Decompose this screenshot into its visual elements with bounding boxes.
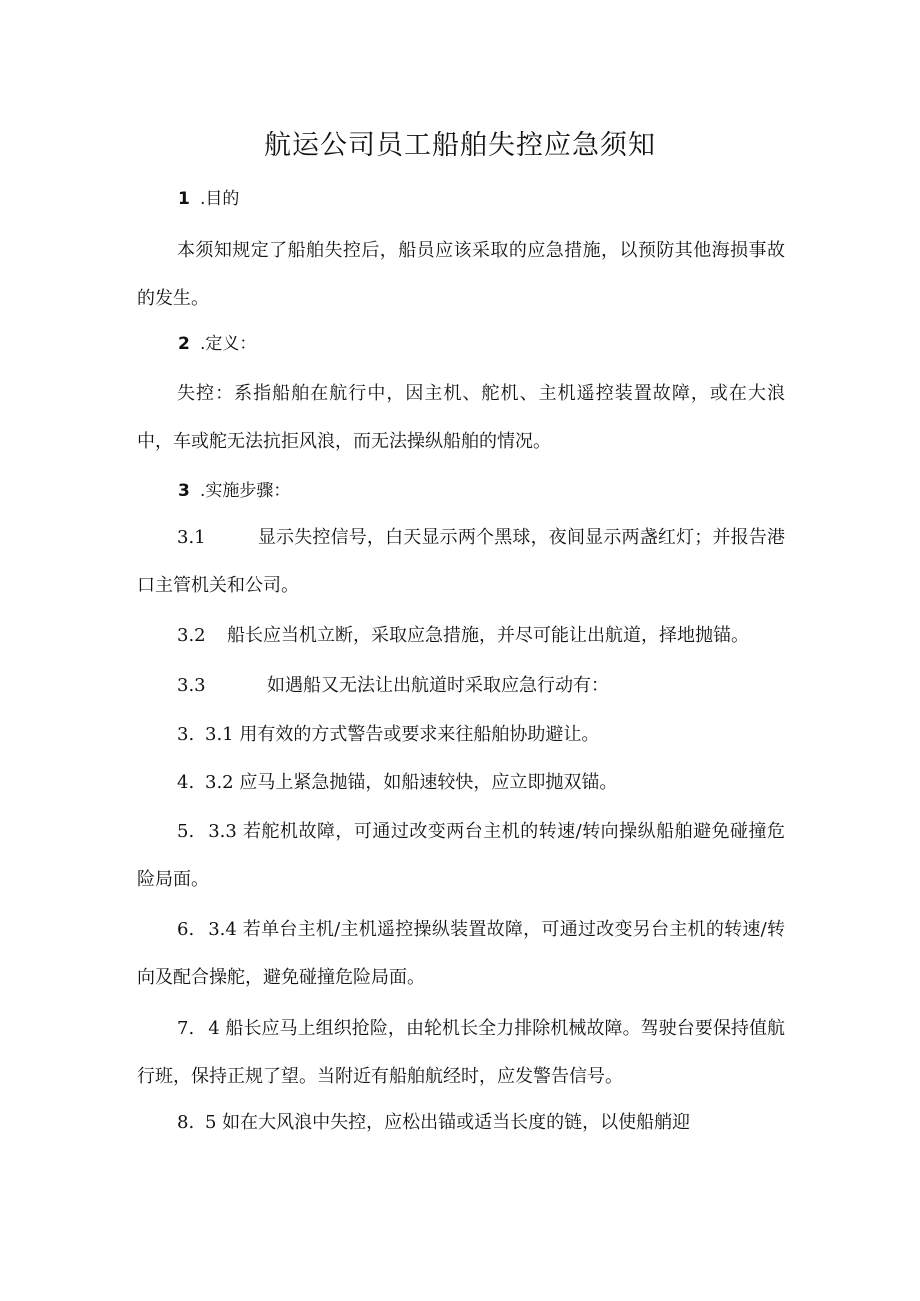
step-text: 如遇船又无法让出航道时采取应急行动有： <box>267 675 609 696</box>
step-item-5 <box>137 808 785 904</box>
section-number: 2 <box>178 334 190 354</box>
section-heading-3 <box>178 479 290 503</box>
step-text: 3.2 应马上紧急抛锚，如船速较快，应立即抛双锚。 <box>205 772 618 793</box>
step-3-1 <box>137 514 785 610</box>
section-body-1: 本须知规定了船舶失控后，船员应该采取的应急措施，以预防其他海损事故的发生。 <box>137 240 785 309</box>
step-text: 4 船长应马上组织抢险，由轮机长全力排除机械故障。驾驶台要保持值航行班，保持正规了望。当附近有船舶航经时，应发警告信号。 <box>137 1018 785 1087</box>
section-heading-text: .实施步骤： <box>200 481 291 501</box>
step-item-6 <box>137 906 785 1002</box>
step-number: 3.1 <box>177 527 206 548</box>
step-number: 6. <box>177 919 195 940</box>
step-number: 7. <box>177 1018 195 1039</box>
step-number: 5. <box>177 821 195 842</box>
step-item-7 <box>137 1005 785 1101</box>
step-item-3 <box>177 722 785 748</box>
section-heading-1 <box>178 187 239 211</box>
step-item-8 <box>177 1110 785 1136</box>
step-number: 3.2 <box>177 625 206 646</box>
step-text: 显示失控信号，白天显示两个黑球，夜间显示两盏红灯；并报告港口主管机关和公司。 <box>137 527 785 596</box>
step-text: 3.4 若单台主机/主机遥控操纵装置故障，可通过改变另台主机的转速/转向及配合操舵，避免碰撞危险局面。 <box>137 919 785 988</box>
section-number: 1 <box>178 189 190 209</box>
step-3-2 <box>177 623 785 649</box>
step-number: 8. <box>177 1112 195 1133</box>
step-text: 3.1 用有效的方式警告或要求来往船舶协助避让。 <box>205 724 600 745</box>
document-title: 航运公司员工船舶失控应急须知 <box>264 130 656 161</box>
section-number: 3 <box>178 481 190 501</box>
section-heading-text: .定义： <box>200 334 257 354</box>
step-number: 3. <box>177 724 195 745</box>
step-text: 3.3 若舵机故障，可通过改变两台主机的转速/转向操纵船舶避免碰撞危险局面。 <box>137 821 785 890</box>
step-number: 4. <box>177 772 195 793</box>
section-heading-2 <box>178 332 256 356</box>
step-text: 5 如在大风浪中失控，应松出锚或适当长度的链，以使船艄迎 <box>205 1112 691 1133</box>
step-item-4 <box>177 770 785 796</box>
step-3-3 <box>177 673 785 699</box>
section-heading-text: .目的 <box>200 189 240 209</box>
step-text: 船长应当机立断，采取应急措施，并尽可能让出航道，择地抛锚。 <box>227 625 749 646</box>
step-number: 3.3 <box>177 675 206 696</box>
section-body-2: 失控：系指船舶在航行中，因主机、舵机、主机遥控装置故障，或在大浪中，车或舵无法抗拒风浪，而无法操纵船舶的情况。 <box>137 383 785 452</box>
